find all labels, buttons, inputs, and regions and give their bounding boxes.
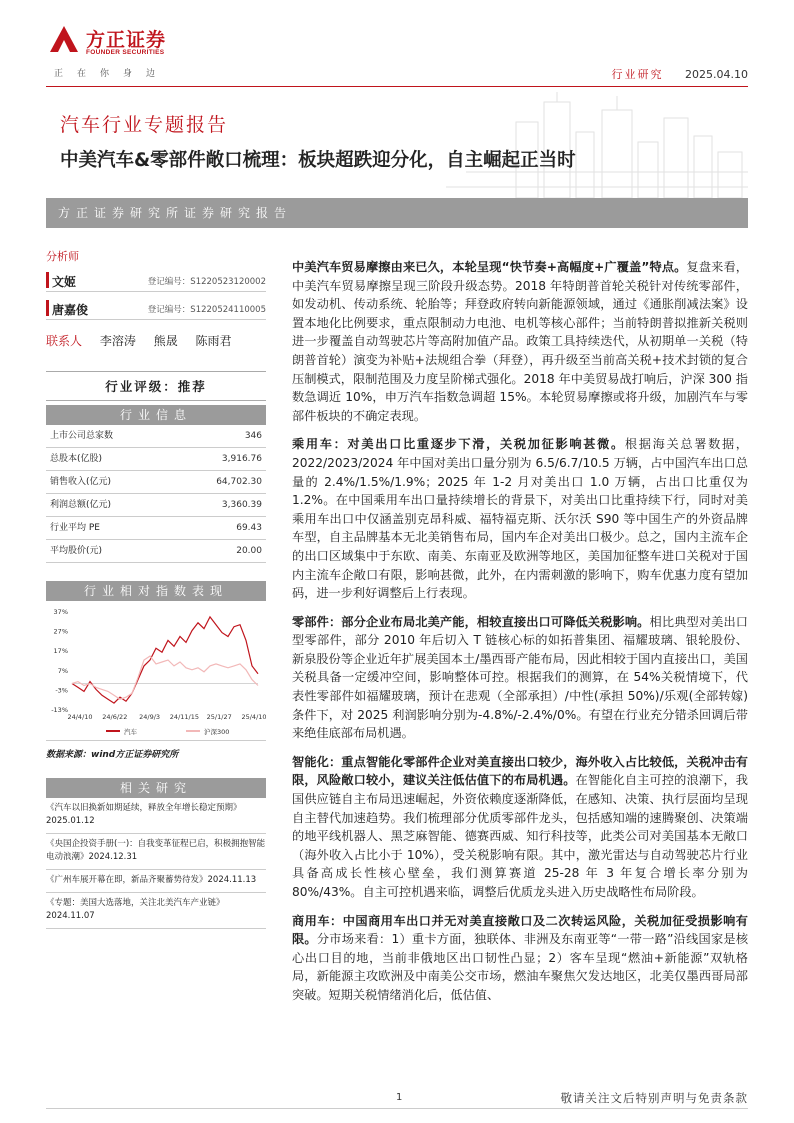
- x-tick-label: 25/4/10: [241, 713, 266, 721]
- footer-divider: [46, 1108, 748, 1109]
- page-number: 1: [396, 1092, 403, 1103]
- y-tick-label: 17%: [53, 647, 68, 656]
- info-label: 行业平均 PE: [50, 523, 100, 533]
- x-tick-label: 25/1/27: [206, 713, 232, 721]
- performance-title: 行业相对指数表现: [46, 581, 266, 601]
- analyst-name: 文姬: [52, 275, 77, 289]
- paragraph-lead: 商用车：中国商用车出口并无对美直接敞口及二次转运风险，关税加征受损影响有限。: [292, 913, 748, 947]
- info-label: 销售收入(亿元): [50, 477, 112, 487]
- sidebar: [46, 248, 266, 929]
- body-paragraph: [292, 435, 748, 602]
- industry-rating: 行业评级：推荐: [46, 371, 266, 401]
- info-label: 利润总额(亿元): [50, 500, 112, 510]
- info-row: [46, 494, 266, 517]
- info-row: [46, 448, 266, 471]
- contact-name: 熊晟: [153, 334, 178, 348]
- contacts: [46, 332, 266, 349]
- contacts-label: 联系人: [46, 334, 83, 348]
- x-tick-label: 24/9/3: [139, 713, 161, 721]
- related-item[interactable]: 《专题：美国大选落地，关注北美汽车产业链》2024.11.07: [46, 893, 266, 929]
- body-paragraph: [292, 258, 748, 425]
- info-row: [46, 471, 266, 494]
- body-paragraph: [292, 613, 748, 743]
- related-item[interactable]: 《广州车展开幕在即，新品齐聚蓄势待发》2024.11.13: [46, 870, 266, 893]
- disclaimer-note: 敬请关注文后特别声明与免责条款: [560, 1091, 748, 1105]
- info-label: 总股本(亿股): [50, 454, 103, 464]
- institute-bar: 方正证券研究所证券研究报告: [46, 198, 748, 228]
- paragraph-text: 根据海关总署数据，2022/2023/2024 年中国对美出口量分别为 6.5/6.7/10.5 万辆，占中国汽车出口总量的 2.4%/1.5%/1.9%；2025 年 1-2 月对美出口 1.0 万辆，占出口比重仅为 1.2%。在中国乘用车出口量持续增长的背景下，对美出口比重持续下行，同时对美乘用车出口中仅涵盖别克昂科威、福特福克斯、沃尔沃 S90 等中国生产的外资品牌车型，自主品牌基本无北美销售布局，国内车企对美出口极少。总之，国内主流车企的出口区域集中于东欧、南美、东南亚及欧洲等地区，美国加征整车进口关税对于国内主流车企敞口有限，影响甚微，此外，在内需刺激的影响下，购车优惠力度有望加码，进一步利好调整后上行表现。: [292, 437, 748, 601]
- info-label: 上市公司总家数: [50, 431, 114, 441]
- header-date: 2025.04.10: [685, 68, 748, 81]
- main-body: [292, 258, 748, 1015]
- related-item[interactable]: 《央国企投资手册(一)：自我变革征程已启，积极拥抱智能电动浪潮》2024.12.31: [46, 834, 266, 870]
- info-label: 平均股价(元): [50, 546, 103, 556]
- brand-name-en: FOUNDER SECURITIES: [86, 49, 165, 56]
- analyst-marker: [46, 300, 49, 316]
- body-paragraph: [292, 753, 748, 902]
- related-item[interactable]: 《汽车以旧换新如期延续，释放全年增长稳定预期》2025.01.12: [46, 798, 266, 834]
- legend-label: 沪深300: [204, 728, 230, 736]
- info-value: 69.43: [236, 523, 262, 533]
- info-value: 3,916.76: [221, 454, 262, 464]
- header-meta: [612, 66, 748, 82]
- info-row: [46, 517, 266, 540]
- info-value: 64,702.30: [216, 477, 262, 487]
- brand-name-cn: 方正证券: [86, 29, 167, 51]
- paragraph-text: 相比典型对美出口型零部件，部分 2010 年后切入 T 链核心标的如拓普集团、福耀玻璃、银轮股份、新泉股份等企业近年扩展美国本土/墨西哥产能布局，因此相较于国内直接出口，美国关税具备一定缓冲空间，影响整体可控。根据我们的测算，在 54%关税情境下，代表性零部件如福耀玻璃，预计在悲观（全部承担）/中性(承担 50%)/乐观(全部转嫁)条件下，对 2025 利润影响分别为-4.8%/-2.4%/0%。有望在行业充分错杀回调后带来绝佳底部布局机遇。: [292, 614, 748, 741]
- info-value: 346: [244, 431, 262, 441]
- legend-label: 汽车: [124, 728, 137, 736]
- analyst-row: [46, 270, 266, 292]
- x-tick-label: 24/6/22: [102, 713, 128, 721]
- info-value: 3,360.39: [221, 500, 262, 510]
- relative-performance-chart: [46, 601, 266, 741]
- info-row: [46, 540, 266, 563]
- brand-slogan: 正在你身边: [54, 69, 170, 79]
- paragraph-lead: 中美汽车贸易摩擦由来已久，本轮呈现“快节奏+高幅度+广覆盖”特点。: [292, 260, 687, 274]
- report-title: 中美汽车&零部件敞口梳理：板块超跌迎分化，自主崛起正当时: [60, 150, 576, 171]
- info-row: [46, 425, 266, 448]
- contact-name: 李溶涛: [99, 334, 136, 348]
- analyst-label: 分析师: [46, 250, 79, 263]
- brand-logo: [46, 22, 216, 82]
- paragraph-lead: 零部件：部分企业布局北美产能，相较直接出口可降低关税影响。: [292, 614, 650, 629]
- chart-svg: [46, 601, 266, 741]
- title-banner: [46, 92, 748, 232]
- analyst-reg: 登记编号：S1220523120002: [147, 277, 266, 287]
- founder-logo-icon: [46, 22, 82, 58]
- chart-source: 数据来源：wind方正证券研究所: [46, 750, 179, 760]
- analyst-reg: 登记编号：S1220524110005: [147, 305, 266, 315]
- y-tick-label: -3%: [55, 686, 68, 695]
- x-tick-label: 24/11/15: [169, 713, 200, 721]
- y-tick-label: 27%: [53, 627, 68, 636]
- analyst-marker: [46, 272, 49, 288]
- contact-name: 陈雨君: [195, 334, 232, 348]
- y-tick-label: 7%: [57, 666, 68, 675]
- analyst-row: [46, 298, 266, 320]
- analyst-name: 唐嘉俊: [52, 303, 89, 317]
- y-tick-label: -13%: [51, 706, 68, 714]
- header-category: 行业研究: [611, 68, 664, 81]
- body-paragraph: [292, 912, 748, 1005]
- report-type: 汽车行业专题报告: [60, 114, 229, 136]
- paragraph-text: 在智能化自主可控的浪潮下，我国供应链自主布局迅速崛起，外资依赖度逐渐降低，在感知、决策、执行层面均呈现自主替代加速趋势。我们梳理部分优质零部件龙头，包括感知端的速腾聚创、决策端的地平线机器人、黑芝麻智能、德赛西威、知行科技等，此类公司对美国基本无敞口（海外收入占比小于 10%），受关税影响有限。其中，激光雷达与自动驾驶芯片行业具备高成长性核心壁垒，我们测算赛道 25-28 年 3 年复合增长率分别为 80%/43%。自主可控机遇来临，调整后优质龙头进入历史战略性布局阶段。: [292, 773, 748, 899]
- paragraph-lead: 智能化：重点智能化零部件企业对美直接出口较少，海外收入占比较低，关税冲击有限，风险敞口较小，建议关注低估值下的布局机遇。: [292, 754, 748, 788]
- paragraph-text: 分市场来看：1）重卡方面，独联体、非洲及东南亚等“一带一路”沿线国家是核心出口目的地，当前非俄地区出口韧性凸显；2）客车呈现“燃油+新能源”双轨格局，新能源主攻欧洲及中南美公交市场，燃油车聚焦欠发达地区，北美仅墨西哥局部突破。短期关税情绪消化后，低估值、: [292, 932, 749, 1002]
- series-line-汽车: [72, 617, 258, 703]
- x-tick-label: 24/4/10: [67, 713, 93, 721]
- paragraph-lead: 乘用车：对美出口比重逐步下滑，关税加征影响甚微。: [292, 437, 625, 452]
- industry-info-title: 行业信息: [46, 405, 266, 425]
- related-title: 相关研究: [46, 778, 266, 798]
- paragraph-text: 复盘来看，中美汽车贸易摩擦呈现三阶段升级态势。2018 年特朗普首轮关税针对传统零部件，如发动机、传动系统、轮胎等；拜登政府转向新能源领域，通过《通胀削减法案》设置本地化比例要求，重点限制动力电池、电机等核心部件；当前特朗普拟推新关税则进一步覆盖自动驾驶芯片等高附加值产品。政策工具持续迭代，从初期单一关税（特朗普首轮）演变为补贴+法规组合拳（拜登），再升级至当前高关税+技术封锁的复合压制模式，限制范围及力度呈阶梯式强化。2018 年中美贸易战打响后，沪深 300 指数急调近 10%，申万汽车指数急调超 15%。本轮贸易摩擦或将升级，加剧汽车与零部件板块的不确定表现。: [292, 260, 748, 423]
- info-value: 20.00: [236, 546, 262, 556]
- header-divider: [46, 86, 748, 87]
- y-tick-label: 37%: [53, 608, 68, 616]
